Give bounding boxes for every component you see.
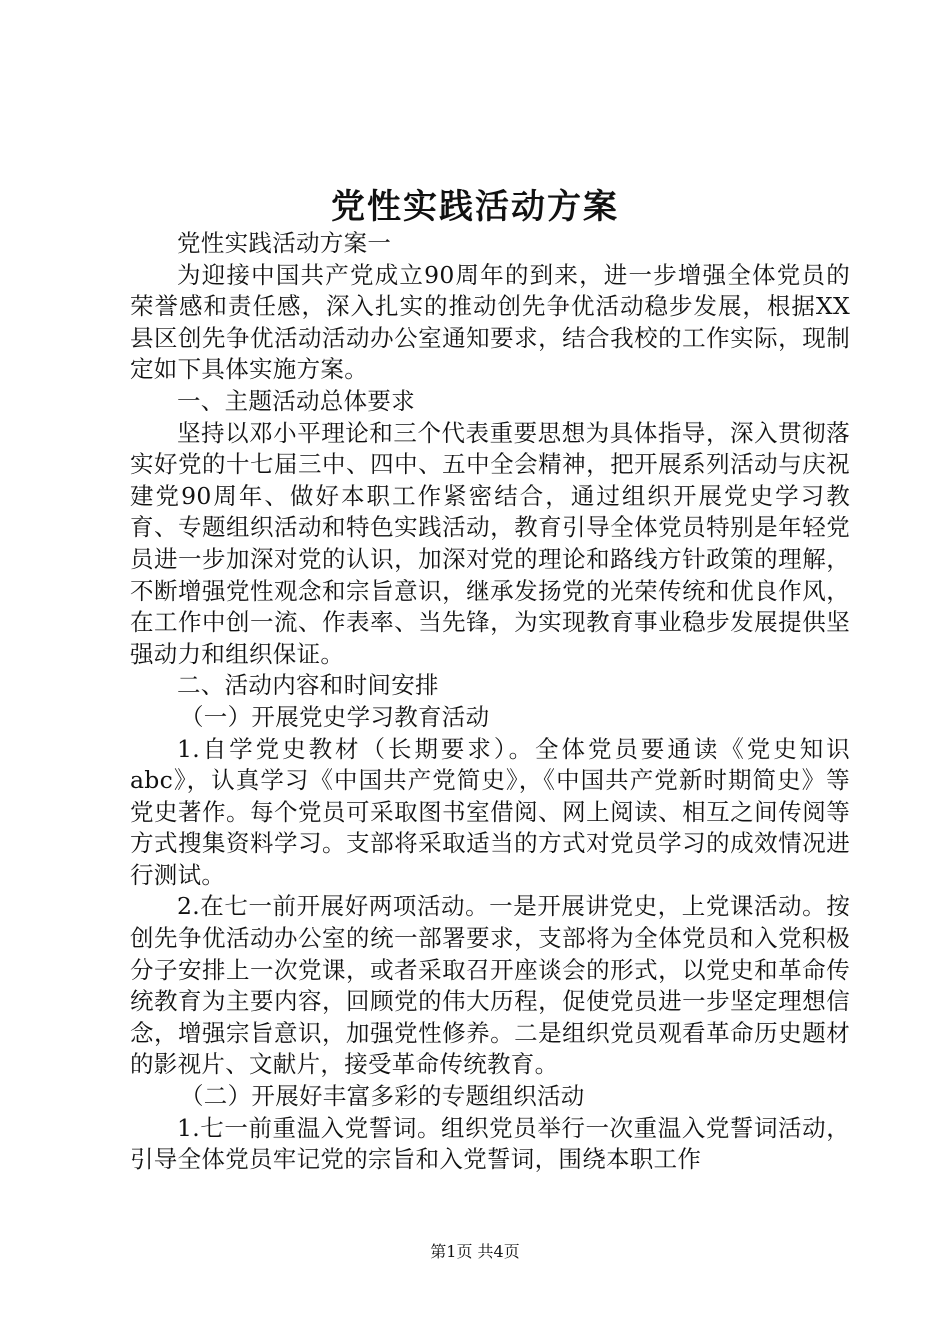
section-heading-2: 二、活动内容和时间安排 — [177, 671, 439, 700]
document-title: 党性实践活动方案 — [331, 187, 619, 227]
paragraph-item-2: 2.在七一前开展好两项活动。一是开展讲党史，上党课活动。按创先争优活动办公室的统一部署要求，支部将为全体党员和入党积极分子安排上一次党课，或者采取召开座谈会的形式，以党史和革命传统教育为主要内容，回顾党的伟大历程，促使党员进一步坚定理想信念，增强宗旨意识，加强党性修养。二是组织党员观看革命历史题材的影视片、文献片，接受革命传统教育。 — [130, 892, 850, 1079]
section-heading-1: 一、主题活动总体要求 — [177, 386, 415, 415]
paragraph-intro: 为迎接中国共产党成立90周年的到来，进一步增强全体党员的荣誉感和责任感，深入扎实的推动创先争优活动稳步发展，根据XX县区创先争优活动活动办公室通知要求，结合我校的工作实际，现制定如下具体实施方案。 — [130, 260, 850, 384]
subsection-heading-1: （一）开展党史学习教育活动 — [180, 702, 490, 731]
subsection-heading-2: （二）开展好丰富多彩的专题组织活动 — [180, 1082, 585, 1111]
page-number-footer: 第1页 共4页 — [430, 1242, 520, 1261]
paragraph-subtitle: 党性实践活动方案一 — [177, 229, 392, 257]
paragraph-requirements: 坚持以邓小平理论和三个代表重要思想为具体指导，深入贯彻落实好党的十七届三中、四中、五中全会精神，把开展系列活动与庆祝建党90周年、做好本职工作紧密结合，通过组织开展党史学习教育、专题组织活动和特色实践活动，教育引导全体党员特别是年轻党员进一步加深对党的认识，加深对党的理论和路线方针政策的理解，不断增强党性观念和宗旨意识，继承发扬党的光荣传统和优良作风，在工作中创一流、作表率、当先锋，为实现教育事业稳步发展提供坚强动力和组织保证。 — [130, 418, 850, 668]
paragraph-item-1: 1.自学党史教材（长期要求）。全体党员要通读《党史知识abc》，认真学习《中国共产党简史》，《中国共产党新时期简史》等党史著作。每个党员可采取图书室借阅、网上阅读、相互之间传阅等方式搜集资料学习。支部将采取适当的方式对党员学习的成效情况进行测试。 — [130, 734, 850, 889]
paragraph-item-3: 1.七一前重温入党誓词。组织党员举行一次重温入党誓词活动，引导全体党员牢记党的宗旨和入党誓词，围绕本职工作 — [130, 1113, 850, 1174]
document-body — [130, 228, 850, 1176]
